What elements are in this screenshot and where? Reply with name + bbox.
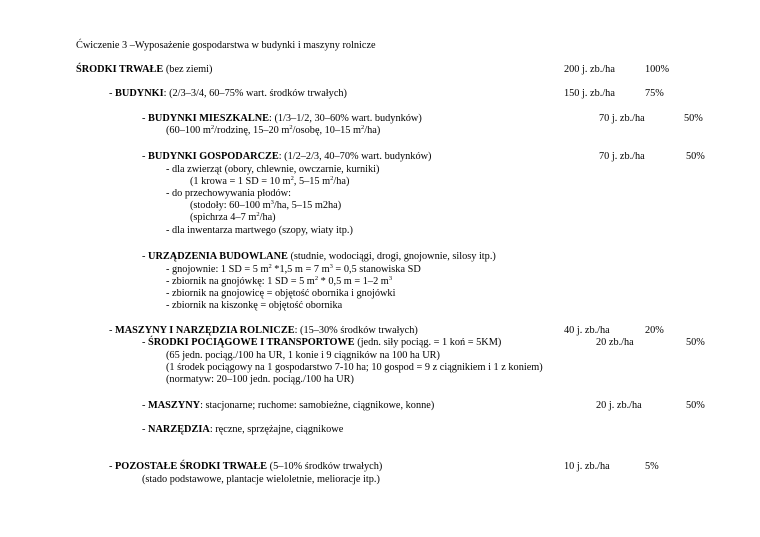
srodki-pociagowe-heading: ŚRODKI POCIĄGOWE I TRANSPORTOWE (148, 337, 355, 348)
bullet-dash: - (142, 424, 149, 435)
srodki-trwale-row (76, 64, 212, 76)
pozostale-amount: 10 j. zb./ha (564, 461, 610, 472)
narzedzia-row (142, 424, 343, 436)
bullet-dash: - (142, 251, 149, 262)
maszyny-narzedzia-heading: MASZYNY I NARZĘDZIA ROLNICZE (115, 325, 295, 336)
urzadzenia-budowlane-row (142, 251, 496, 263)
pozostale-note: (5–10% środków trwałych) (267, 461, 383, 472)
budynki-gospodarcze-note: : (1/2–2/3, 40–70% wart. budynków) (278, 151, 432, 162)
srodki-trwale-percent: 100% (645, 64, 670, 75)
gospodarcze-inwentarz: - dla inwentarza martwego (szopy, wiaty itp.) (166, 225, 353, 236)
pozostale-row (109, 461, 382, 473)
gospodarcze-zwierzeta: - dla zwierząt (obory, chlewnie, owczarnie, kurniki) (166, 164, 380, 175)
gospodarcze-plody: - do przechowywania płodów: (166, 188, 291, 199)
bullet-dash: - (142, 337, 149, 348)
maszyny-narzedzia-note: : (15–30% środków trwałych) (294, 325, 418, 336)
bullet-dash: - (142, 400, 149, 411)
urzadzenia-budowlane-note: (studnie, wodociągi, drogi, gnojownie, silosy itp.) (287, 251, 496, 262)
urzadzenia-gnojowka: - zbiornik na gnojówkę: 1 SD = 5 $m^2 * 0,5$ m = 1–2 $m^3$ (166, 275, 393, 287)
budynki-gospodarcze-row (142, 151, 431, 163)
maszyny-heading: MASZYNY (148, 400, 201, 411)
urzadzenia-kiszonka: - zbiornik na kiszonkę = objętość obornika (166, 300, 343, 311)
pociagowe-line-1: (65 jedn. pociąg./100 ha UR, 1 konie i 9 ciągników na 100 ha UR) (166, 350, 440, 361)
budynki-gospodarcze-heading: BUDYNKI GOSPODARCZE (148, 151, 279, 162)
bullet-dash: - (109, 461, 116, 472)
budynki-mieszkalne-detail: (60–100 $m^2$/rodzinę, 15–20 $m^2$/osobę, 10–15 $m^2/ha$) (166, 124, 381, 136)
budynki-gospodarcze-amount: 70 j. zb./ha (599, 151, 645, 162)
maszyny-narzedzia-amount: 40 j. zb./ha (564, 325, 610, 336)
narzedzia-note: : ręczne, sprzężajne, ciągnikowe (209, 424, 344, 435)
srodki-pociagowe-row (142, 337, 501, 349)
srodki-pociagowe-amount: 20 zb./ha (596, 337, 634, 348)
bullet-dash: - (142, 151, 149, 162)
maszyny-percent: 50% (686, 400, 705, 411)
budynki-percent: 75% (645, 88, 664, 99)
narzedzia-heading: NARZĘDZIA (148, 424, 210, 435)
budynki-mieszkalne-heading: BUDYNKI MIESZKALNE (148, 113, 270, 124)
maszyny-narzedzia-row (109, 325, 418, 337)
gospodarcze-spichrza: (spichrza 4–7 $m^2/ha$) (190, 211, 276, 223)
srodki-trwale-note: (bez ziemi) (163, 64, 213, 75)
srodki-pociagowe-note: (jedn. siły pociąg. = 1 koń = 5KM) (354, 337, 502, 348)
document-title: Ćwiczenie 3 –Wyposażenie gospodarstwa w budynki i maszyny rolnicze (76, 40, 376, 51)
gospodarcze-stodoly: (stodoły: 60–100 $m^3/ha$, 5–15 m2ha) (190, 199, 342, 211)
pozostale-percent: 5% (645, 461, 659, 472)
srodki-trwale-amount: 200 j. zb./ha (564, 64, 615, 75)
budynki-heading: BUDYNKI (115, 88, 164, 99)
budynki-mieszkalne-row (142, 113, 422, 125)
srodki-trwale-heading: ŚRODKI TRWAŁE (76, 64, 164, 75)
budynki-mieszkalne-amount: 70 j. zb./ha (599, 113, 645, 124)
maszyny-amount: 20 j. zb./ha (596, 400, 642, 411)
budynki-note: : (2/3–3/4, 60–75% wart. środków trwałych) (163, 88, 347, 99)
maszyny-note: : stacjonarne; ruchome: samobieżne, ciągnikowe, konne) (200, 400, 435, 411)
budynki-gospodarcze-percent: 50% (686, 151, 705, 162)
budynki-mieszkalne-percent: 50% (684, 113, 703, 124)
pociagowe-line-2: (1 środek pociągowy na 1 gospodarstwo 7-10 ha; 10 gospod = 9 z ciągnikiem i 1 z koniem) (166, 362, 543, 373)
bullet-dash: - (109, 325, 116, 336)
budynki-mieszkalne-note: : (1/3–1/2, 30–60% wart. budynków) (269, 113, 422, 124)
bullet-dash: - (109, 88, 116, 99)
maszyny-narzedzia-percent: 20% (645, 325, 664, 336)
srodki-pociagowe-percent: 50% (686, 337, 705, 348)
budynki-amount: 150 j. zb./ha (564, 88, 615, 99)
bullet-dash: - (142, 113, 149, 124)
urzadzenia-gnojowica: - zbiornik na gnojowicę = objętość obornika i gnojówki (166, 288, 396, 299)
urzadzenia-gnojownie: - gnojownie: 1 SD = 5 $m^2$ *1,5 m = 7 $m^3 = 0,5$ stanowiska SD (166, 263, 421, 275)
budynki-row (109, 88, 347, 100)
pozostale-heading: POZOSTAŁE ŚRODKI TRWAŁE (115, 461, 268, 472)
pociagowe-line-3: (normatyw: 20–100 jedn. pociąg./100 ha UR) (166, 374, 354, 385)
urzadzenia-budowlane-heading: URZĄDZENIA BUDOWLANE (148, 251, 288, 262)
pozostale-detail: (stado podstawowe, plantacje wieloletnie, melioracje itp.) (142, 474, 380, 485)
maszyny-row (142, 400, 434, 412)
gospodarcze-krowa: (1 krowa = 1 SD = 10 $m^2$, 5–15 $m^2/ha$) (190, 175, 350, 187)
